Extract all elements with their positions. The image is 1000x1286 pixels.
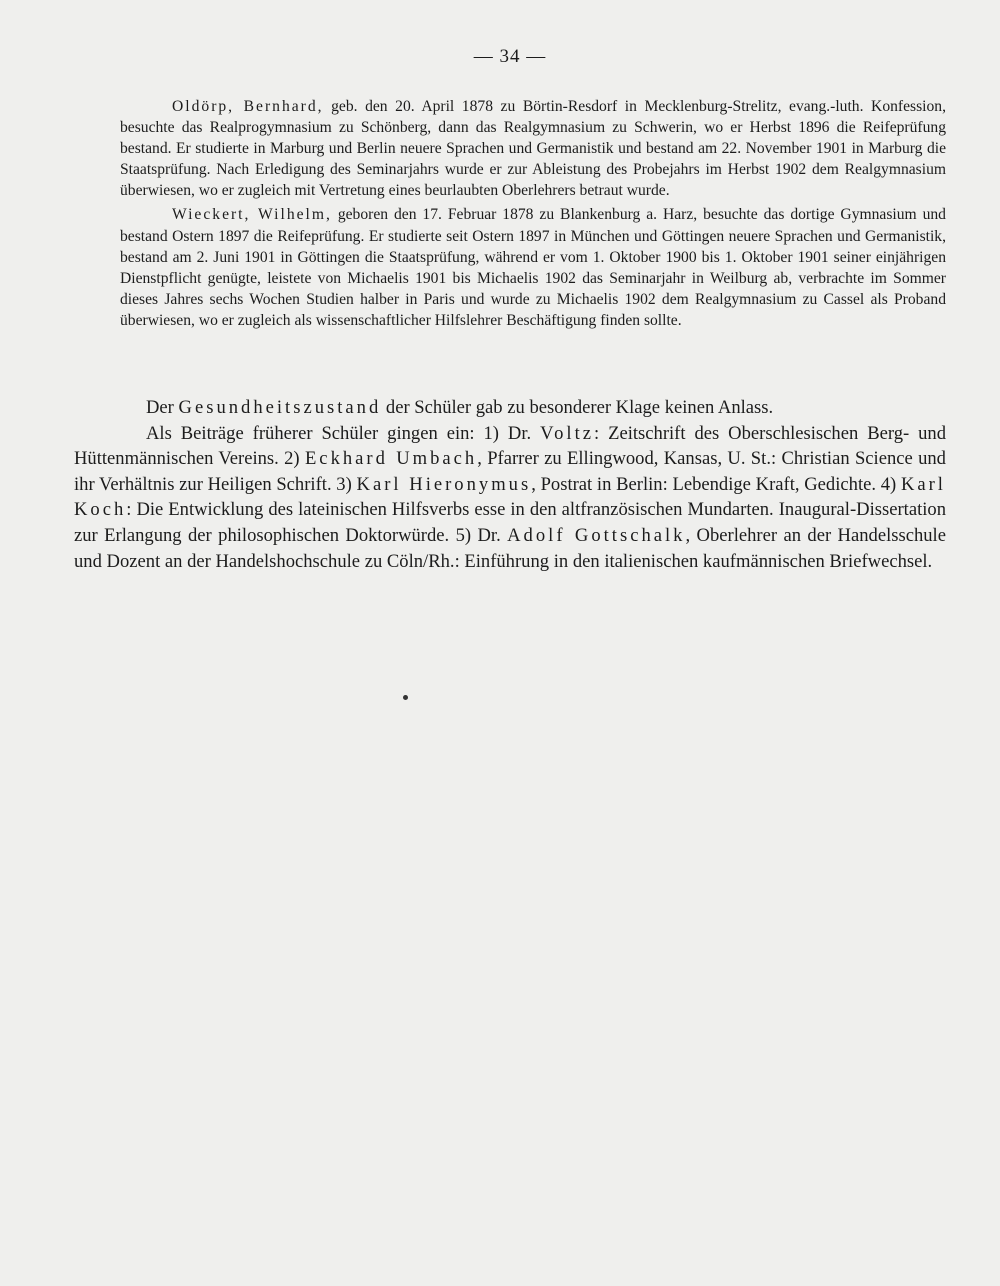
biography-text: geboren den 17. Februar 1878 zu Blankenburg a. Harz, besuchte das dortige Gymnasium und bestand Ostern 1897 die Reifeprüfung. Er studierte seit Ostern 1897 in München und Göttingen neuere Sprachen und Germanistik, bestand am 2. Juni 1901 in Göttingen die Staatsprüfung, während er vom 1. Oktober 1900 bis 1. Oktober 1901 seiner einjährigen Dienstpflicht genügte, leistete von Michaelis 1901 bis Michaelis 1902 das Seminarjahr in Weilburg ab, verbrachte im Sommer dieses Jahres sechs Wochen Studien halber in Paris und wurde zu Michaelis 1902 dem Realgymnasium zu Cassel als Proband überwiesen, wo er zugleich als wissenschaftlicher Hilfslehrer Beschäftigung finden sollte. xyxy=(120,206,946,329)
ink-dot xyxy=(403,695,408,700)
biography-section xyxy=(120,96,946,334)
person-name: Wieckert, Wilhelm, xyxy=(172,206,332,224)
contributions-paragraph xyxy=(74,421,946,575)
text-run: , Pfarrer zu Ellingwood, Kansas, U. St.: Christian Science und ihr Verhältnis zur Heiligen Schrift. 3) xyxy=(74,448,946,495)
biography-entry-oldoerp xyxy=(120,96,946,201)
author-name: Adolf Gottschalk xyxy=(507,524,686,546)
page-number: — 34 — xyxy=(473,46,547,67)
text-run: der Schüler gab zu besonderer Klage keinen Anlass. xyxy=(381,397,774,418)
author-name: Eckhard Umbach xyxy=(304,448,478,470)
text-run: : Zeitschrift des Oberschlesischen Berg- und Hüttenmännischen Vereins. 2) xyxy=(74,422,947,470)
text-run: Der xyxy=(146,397,179,418)
author-name: Karl Hieronymus xyxy=(356,473,532,495)
text-run: Als Beiträge früherer Schüler gingen ein: 1) Dr. xyxy=(146,422,541,444)
author-name: Karl Koch xyxy=(74,473,946,521)
health-paragraph xyxy=(74,395,946,421)
person-name: Oldörp, Bernhard, xyxy=(172,98,324,115)
text-run: , Oberlehrer an der Handelsschule und Dozent an der Handelshochschule zu Cöln/Rh.: Einführung in den italienischen kaufmännischen Briefwechsel. xyxy=(74,524,946,572)
biography-entry-wieckert xyxy=(120,204,946,331)
author-name: Voltz xyxy=(540,422,594,444)
text-run: , Postrat in Berlin: Lebendige Kraft, Gedichte. 4) xyxy=(531,473,901,495)
main-text-section xyxy=(74,395,946,574)
emphasis-term: Gesundheitszustand xyxy=(178,397,382,418)
text-run: : Die Entwicklung des lateinischen Hilfsverbs esse in den altfranzösischen Mundarten. Inaugural-Dissertation zur Erlangung der philosophischen Doktorwürde. 5) Dr. xyxy=(74,499,946,546)
biography-text: geb. den 20. April 1878 zu Börtin-Resdorf in Mecklenburg-Strelitz, evang.-luth. Konfession, besuchte das Realprogymnasium zu Schönberg, dann das Realgymnasium zu Schwerin, wo er Herbst 1896 die Reifeprüfung bestand. Er studierte in Marburg und Berlin neuere Sprachen und Germanistik und bestand am 22. November 1901 in Marburg die Staatsprüfung. Nach Erledigung des Seminarjahrs wurde er zur Ableistung des Probejahrs im Herbst 1902 dem Realgymnasium überwiesen, wo er zugleich mit Vertretung eines beurlaubten Oberlehrers betraut wurde. xyxy=(120,98,946,200)
